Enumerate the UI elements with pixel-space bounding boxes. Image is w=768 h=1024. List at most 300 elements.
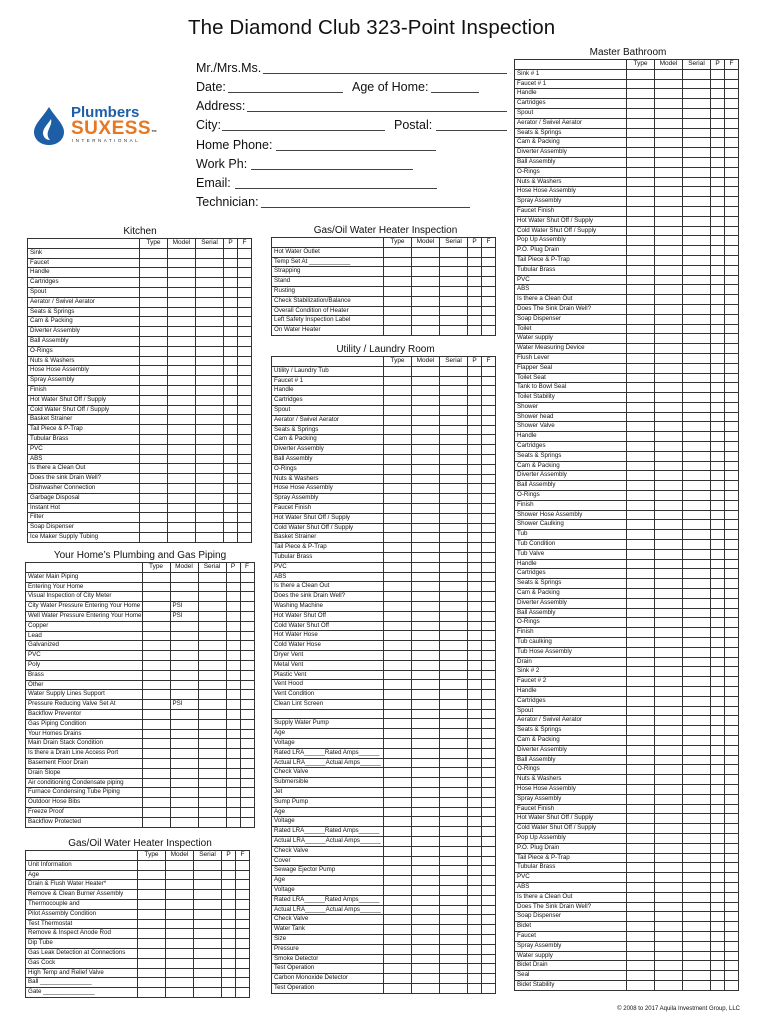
serial-cell[interactable]	[683, 971, 711, 981]
p-cell[interactable]	[224, 317, 238, 327]
p-cell[interactable]	[711, 598, 725, 608]
model-cell[interactable]	[412, 984, 440, 994]
type-cell[interactable]	[627, 187, 655, 197]
model-cell[interactable]	[412, 286, 440, 296]
model-cell[interactable]	[166, 958, 194, 968]
serial-cell[interactable]	[194, 899, 222, 909]
model-cell[interactable]	[166, 870, 194, 880]
p-cell[interactable]	[468, 445, 482, 455]
serial-cell[interactable]	[683, 951, 711, 961]
serial-cell[interactable]	[683, 69, 711, 79]
model-cell[interactable]	[168, 444, 196, 454]
p-cell[interactable]	[711, 941, 725, 951]
p-cell[interactable]	[711, 794, 725, 804]
model-cell[interactable]	[412, 484, 440, 494]
p-cell[interactable]	[711, 344, 725, 354]
serial-cell[interactable]	[683, 628, 711, 638]
serial-cell[interactable]	[683, 530, 711, 540]
p-cell[interactable]	[224, 464, 238, 474]
p-cell[interactable]	[224, 532, 238, 542]
model-cell[interactable]	[412, 247, 440, 257]
p-cell[interactable]	[711, 99, 725, 109]
type-cell[interactable]	[384, 650, 412, 660]
serial-cell[interactable]	[196, 385, 224, 395]
type-cell[interactable]	[138, 978, 166, 988]
model-cell[interactable]	[168, 405, 196, 415]
serial-cell[interactable]	[683, 255, 711, 265]
type-cell[interactable]	[384, 925, 412, 935]
p-cell[interactable]	[711, 373, 725, 383]
f-cell[interactable]	[482, 396, 496, 406]
model-cell[interactable]	[170, 719, 198, 729]
serial-cell[interactable]	[440, 326, 468, 336]
type-cell[interactable]	[142, 611, 170, 621]
model-cell[interactable]	[168, 454, 196, 464]
p-cell[interactable]	[468, 729, 482, 739]
model-cell[interactable]	[655, 206, 683, 216]
model-cell[interactable]	[655, 451, 683, 461]
type-cell[interactable]	[627, 598, 655, 608]
serial-cell[interactable]	[196, 278, 224, 288]
type-cell[interactable]	[627, 696, 655, 706]
type-cell[interactable]	[627, 745, 655, 755]
type-cell[interactable]	[384, 572, 412, 582]
home-phone-field[interactable]	[276, 150, 436, 151]
model-cell[interactable]	[655, 373, 683, 383]
f-cell[interactable]	[238, 268, 252, 278]
type-cell[interactable]	[627, 461, 655, 471]
serial-cell[interactable]	[683, 187, 711, 197]
model-cell[interactable]	[412, 915, 440, 925]
type-cell[interactable]	[627, 726, 655, 736]
serial-cell[interactable]	[683, 902, 711, 912]
model-cell[interactable]	[655, 971, 683, 981]
model-cell[interactable]	[655, 833, 683, 843]
serial-cell[interactable]	[198, 680, 226, 690]
p-cell[interactable]	[711, 451, 725, 461]
f-cell[interactable]	[725, 461, 739, 471]
f-cell[interactable]	[725, 540, 739, 550]
f-cell[interactable]	[482, 405, 496, 415]
f-cell[interactable]	[725, 226, 739, 236]
type-cell[interactable]	[627, 608, 655, 618]
type-cell[interactable]	[138, 948, 166, 958]
serial-cell[interactable]	[683, 873, 711, 883]
serial-cell[interactable]	[683, 598, 711, 608]
type-cell[interactable]	[384, 257, 412, 267]
p-cell[interactable]	[468, 895, 482, 905]
serial-cell[interactable]	[440, 778, 468, 788]
p-cell[interactable]	[711, 461, 725, 471]
f-cell[interactable]	[725, 755, 739, 765]
serial-cell[interactable]	[440, 895, 468, 905]
serial-cell[interactable]	[440, 905, 468, 915]
p-cell[interactable]	[226, 798, 240, 808]
model-cell[interactable]	[412, 788, 440, 798]
p-cell[interactable]	[711, 422, 725, 432]
model-cell[interactable]	[166, 919, 194, 929]
f-cell[interactable]	[240, 739, 254, 749]
f-cell[interactable]	[725, 696, 739, 706]
f-cell[interactable]	[482, 533, 496, 543]
p-cell[interactable]	[224, 444, 238, 454]
serial-cell[interactable]	[194, 929, 222, 939]
serial-cell[interactable]	[196, 317, 224, 327]
p-cell[interactable]	[468, 621, 482, 631]
serial-cell[interactable]	[440, 562, 468, 572]
p-cell[interactable]	[226, 739, 240, 749]
type-cell[interactable]	[140, 278, 168, 288]
type-cell[interactable]	[138, 880, 166, 890]
serial-cell[interactable]	[440, 807, 468, 817]
p-cell[interactable]	[711, 647, 725, 657]
serial-cell[interactable]	[194, 988, 222, 998]
type-cell[interactable]	[384, 699, 412, 709]
type-cell[interactable]	[384, 739, 412, 749]
p-cell[interactable]	[468, 974, 482, 984]
serial-cell[interactable]	[683, 794, 711, 804]
f-cell[interactable]	[482, 247, 496, 257]
model-cell[interactable]	[655, 628, 683, 638]
type-cell[interactable]	[384, 405, 412, 415]
f-cell[interactable]	[238, 278, 252, 288]
p-cell[interactable]	[222, 880, 236, 890]
serial-cell[interactable]	[196, 523, 224, 533]
serial-cell[interactable]	[683, 882, 711, 892]
f-cell[interactable]	[482, 768, 496, 778]
model-cell[interactable]	[412, 366, 440, 376]
f-cell[interactable]	[482, 680, 496, 690]
serial-cell[interactable]	[440, 552, 468, 562]
p-cell[interactable]	[224, 376, 238, 386]
p-cell[interactable]	[711, 765, 725, 775]
serial-cell[interactable]	[196, 513, 224, 523]
model-cell[interactable]	[412, 494, 440, 504]
serial-cell[interactable]	[440, 866, 468, 876]
type-cell[interactable]	[627, 559, 655, 569]
f-cell[interactable]	[236, 929, 250, 939]
f-cell[interactable]	[240, 768, 254, 778]
f-cell[interactable]	[482, 866, 496, 876]
f-cell[interactable]	[725, 255, 739, 265]
f-cell[interactable]	[725, 363, 739, 373]
p-cell[interactable]	[711, 383, 725, 393]
serial-cell[interactable]	[440, 396, 468, 406]
type-cell[interactable]	[627, 980, 655, 990]
serial-cell[interactable]	[683, 579, 711, 589]
model-cell[interactable]	[168, 278, 196, 288]
type-cell[interactable]	[384, 954, 412, 964]
type-cell[interactable]	[142, 660, 170, 670]
model-cell[interactable]	[166, 929, 194, 939]
p-cell[interactable]	[711, 402, 725, 412]
model-cell[interactable]	[655, 824, 683, 834]
p-cell[interactable]	[711, 638, 725, 648]
serial-cell[interactable]	[683, 922, 711, 932]
p-cell[interactable]	[468, 778, 482, 788]
type-cell[interactable]	[627, 314, 655, 324]
f-cell[interactable]	[725, 334, 739, 344]
model-cell[interactable]	[412, 817, 440, 827]
model-cell[interactable]	[166, 968, 194, 978]
f-cell[interactable]	[236, 919, 250, 929]
p-cell[interactable]	[468, 964, 482, 974]
f-cell[interactable]	[725, 775, 739, 785]
serial-cell[interactable]	[440, 837, 468, 847]
f-cell[interactable]	[725, 314, 739, 324]
f-cell[interactable]	[238, 385, 252, 395]
type-cell[interactable]	[140, 317, 168, 327]
p-cell[interactable]	[226, 651, 240, 661]
type-cell[interactable]	[384, 631, 412, 641]
serial-cell[interactable]	[683, 383, 711, 393]
model-cell[interactable]	[170, 758, 198, 768]
model-cell[interactable]	[412, 895, 440, 905]
serial-cell[interactable]	[683, 912, 711, 922]
f-cell[interactable]	[240, 611, 254, 621]
f-cell[interactable]	[725, 167, 739, 177]
type-cell[interactable]	[627, 775, 655, 785]
serial-cell[interactable]	[440, 621, 468, 631]
f-cell[interactable]	[482, 552, 496, 562]
f-cell[interactable]	[240, 651, 254, 661]
model-cell[interactable]	[412, 680, 440, 690]
f-cell[interactable]	[482, 729, 496, 739]
model-cell[interactable]	[412, 807, 440, 817]
type-cell[interactable]	[627, 549, 655, 559]
p-cell[interactable]	[222, 919, 236, 929]
model-cell[interactable]	[655, 314, 683, 324]
serial-cell[interactable]	[683, 980, 711, 990]
f-cell[interactable]	[725, 118, 739, 128]
f-cell[interactable]	[482, 523, 496, 533]
p-cell[interactable]	[468, 592, 482, 602]
p-cell[interactable]	[468, 758, 482, 768]
serial-cell[interactable]	[683, 843, 711, 853]
model-cell[interactable]	[655, 118, 683, 128]
serial-cell[interactable]	[440, 944, 468, 954]
serial-cell[interactable]	[194, 968, 222, 978]
model-cell[interactable]	[412, 846, 440, 856]
f-cell[interactable]	[725, 726, 739, 736]
serial-cell[interactable]	[683, 451, 711, 461]
f-cell[interactable]	[725, 559, 739, 569]
serial-cell[interactable]	[683, 814, 711, 824]
p-cell[interactable]	[226, 778, 240, 788]
type-cell[interactable]	[138, 988, 166, 998]
type-cell[interactable]	[627, 892, 655, 902]
serial-cell[interactable]	[198, 700, 226, 710]
model-cell[interactable]	[655, 706, 683, 716]
f-cell[interactable]	[725, 706, 739, 716]
f-cell[interactable]	[238, 356, 252, 366]
f-cell[interactable]	[482, 709, 496, 719]
model-cell[interactable]	[655, 696, 683, 706]
p-cell[interactable]	[711, 687, 725, 697]
model-cell[interactable]	[170, 572, 198, 582]
serial-cell[interactable]	[683, 618, 711, 628]
type-cell[interactable]	[384, 366, 412, 376]
model-cell[interactable]	[170, 807, 198, 817]
type-cell[interactable]	[140, 366, 168, 376]
type-cell[interactable]	[384, 827, 412, 837]
model-cell[interactable]	[168, 258, 196, 268]
serial-cell[interactable]	[683, 726, 711, 736]
model-cell[interactable]	[170, 729, 198, 739]
serial-cell[interactable]	[440, 533, 468, 543]
p-cell[interactable]	[468, 267, 482, 277]
serial-cell[interactable]	[196, 376, 224, 386]
type-cell[interactable]	[627, 373, 655, 383]
p-cell[interactable]	[222, 909, 236, 919]
type-cell[interactable]	[627, 118, 655, 128]
f-cell[interactable]	[725, 843, 739, 853]
f-cell[interactable]	[725, 853, 739, 863]
f-cell[interactable]	[725, 804, 739, 814]
type-cell[interactable]	[627, 363, 655, 373]
p-cell[interactable]	[468, 944, 482, 954]
p-cell[interactable]	[711, 393, 725, 403]
f-cell[interactable]	[240, 592, 254, 602]
p-cell[interactable]	[468, 925, 482, 935]
model-cell[interactable]	[655, 510, 683, 520]
type-cell[interactable]	[627, 442, 655, 452]
p-cell[interactable]	[468, 484, 482, 494]
model-cell[interactable]	[655, 412, 683, 422]
type-cell[interactable]	[627, 647, 655, 657]
model-cell[interactable]	[655, 677, 683, 687]
p-cell[interactable]	[711, 902, 725, 912]
p-cell[interactable]	[711, 814, 725, 824]
model-cell[interactable]	[168, 493, 196, 503]
model-cell[interactable]	[168, 434, 196, 444]
type-cell[interactable]	[384, 454, 412, 464]
type-cell[interactable]	[140, 307, 168, 317]
f-cell[interactable]	[482, 562, 496, 572]
type-cell[interactable]	[627, 735, 655, 745]
f-cell[interactable]	[725, 500, 739, 510]
serial-cell[interactable]	[683, 148, 711, 158]
f-cell[interactable]	[725, 902, 739, 912]
f-cell[interactable]	[238, 523, 252, 533]
p-cell[interactable]	[468, 286, 482, 296]
f-cell[interactable]	[482, 954, 496, 964]
type-cell[interactable]	[627, 657, 655, 667]
type-cell[interactable]	[140, 503, 168, 513]
model-cell[interactable]	[412, 533, 440, 543]
model-cell[interactable]	[655, 285, 683, 295]
f-cell[interactable]	[725, 393, 739, 403]
serial-cell[interactable]	[683, 314, 711, 324]
p-cell[interactable]	[224, 513, 238, 523]
f-cell[interactable]	[725, 69, 739, 79]
p-cell[interactable]	[711, 314, 725, 324]
f-cell[interactable]	[240, 641, 254, 651]
model-cell[interactable]	[170, 660, 198, 670]
type-cell[interactable]	[627, 784, 655, 794]
model-cell[interactable]	[166, 899, 194, 909]
model-cell[interactable]	[412, 543, 440, 553]
f-cell[interactable]	[240, 758, 254, 768]
f-cell[interactable]	[482, 739, 496, 749]
serial-cell[interactable]	[440, 631, 468, 641]
type-cell[interactable]	[627, 520, 655, 530]
f-cell[interactable]	[238, 317, 252, 327]
p-cell[interactable]	[711, 804, 725, 814]
model-cell[interactable]	[655, 794, 683, 804]
serial-cell[interactable]	[194, 919, 222, 929]
p-cell[interactable]	[468, 984, 482, 994]
type-cell[interactable]	[142, 680, 170, 690]
serial-cell[interactable]	[683, 638, 711, 648]
p-cell[interactable]	[711, 206, 725, 216]
serial-cell[interactable]	[198, 572, 226, 582]
serial-cell[interactable]	[683, 667, 711, 677]
p-cell[interactable]	[711, 667, 725, 677]
serial-cell[interactable]	[440, 680, 468, 690]
model-cell[interactable]	[655, 579, 683, 589]
serial-cell[interactable]	[440, 817, 468, 827]
f-cell[interactable]	[725, 814, 739, 824]
serial-cell[interactable]	[440, 582, 468, 592]
type-cell[interactable]	[384, 944, 412, 954]
p-cell[interactable]	[226, 807, 240, 817]
serial-cell[interactable]	[196, 258, 224, 268]
model-cell[interactable]	[655, 402, 683, 412]
p-cell[interactable]	[711, 931, 725, 941]
f-cell[interactable]	[482, 984, 496, 994]
model-cell[interactable]	[655, 216, 683, 226]
f-cell[interactable]	[482, 631, 496, 641]
f-cell[interactable]	[238, 376, 252, 386]
f-cell[interactable]	[725, 412, 739, 422]
f-cell[interactable]	[725, 520, 739, 530]
serial-cell[interactable]	[194, 948, 222, 958]
model-cell[interactable]	[168, 366, 196, 376]
f-cell[interactable]	[238, 287, 252, 297]
p-cell[interactable]	[224, 258, 238, 268]
f-cell[interactable]	[725, 589, 739, 599]
f-cell[interactable]	[725, 735, 739, 745]
type-cell[interactable]	[142, 768, 170, 778]
serial-cell[interactable]	[683, 589, 711, 599]
p-cell[interactable]	[711, 177, 725, 187]
serial-cell[interactable]	[196, 532, 224, 542]
type-cell[interactable]	[138, 929, 166, 939]
model-cell[interactable]	[412, 758, 440, 768]
serial-cell[interactable]	[440, 415, 468, 425]
serial-cell[interactable]	[196, 483, 224, 493]
serial-cell[interactable]	[683, 344, 711, 354]
p-cell[interactable]	[224, 523, 238, 533]
f-cell[interactable]	[482, 837, 496, 847]
model-cell[interactable]	[166, 978, 194, 988]
type-cell[interactable]	[384, 464, 412, 474]
serial-cell[interactable]	[196, 327, 224, 337]
p-cell[interactable]	[711, 569, 725, 579]
f-cell[interactable]	[725, 432, 739, 442]
f-cell[interactable]	[725, 951, 739, 961]
model-cell[interactable]	[655, 559, 683, 569]
type-cell[interactable]	[627, 843, 655, 853]
model-cell[interactable]	[655, 784, 683, 794]
p-cell[interactable]	[468, 366, 482, 376]
model-cell[interactable]	[412, 592, 440, 602]
type-cell[interactable]	[627, 931, 655, 941]
model-cell[interactable]	[655, 902, 683, 912]
p-cell[interactable]	[468, 552, 482, 562]
serial-cell[interactable]	[683, 157, 711, 167]
